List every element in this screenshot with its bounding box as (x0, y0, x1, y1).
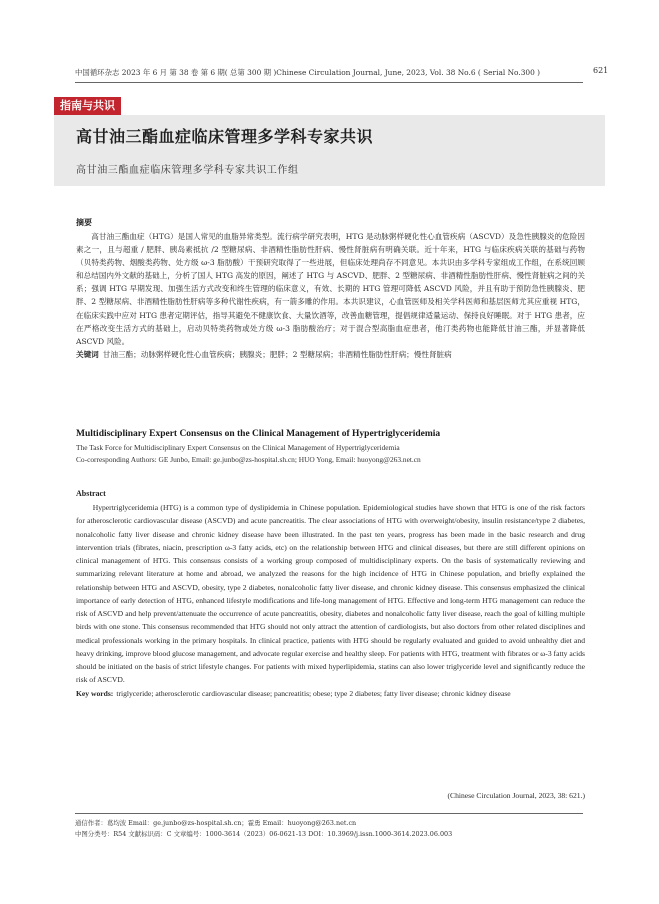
correspondence-note: 通信作者：葛均波 Email：ge.junbo@zs-hospital.sh.cn；霍勇 Email：huoyong@263.net.cn (75, 819, 357, 827)
page-number: 621 (593, 66, 609, 75)
article-title-cn: 高甘油三酯血症临床管理多学科专家共识 (76, 127, 374, 146)
authors-en: Co-corresponding Authors: GE Junbo, Email: ge.junbo@zs-hospital.sh.cn; HUO Yong, Email: huoyong@263.net.cn (76, 455, 421, 465)
abstract-en-text: Hypertriglyceridemia (HTG) is a common type of dyslipidemia in Chinese population. Epidemiological studies have shown that HTG is one of the risk factors for atherosclerotic cardiovascular disease (ASCVD) and acute pancreatitis. The clear associations of HTG with overweight/obesity, insulin resistance/type 2 diabetes, nonalcoholic fatty liver disease and chronic kidney disease have been illustrated. In the past ten years, progress has been made in the basic research and drug intervention trials (fibrates, niacin, prescription ω-3 fatty acids, etc) on the relationship between HTG and clinical diseases, but there are still different opinions on clinical management of HTG. This consensus consists of a working group composed of multidisciplinary experts. On the basis of systematically reviewing and summarizing relevant literature at home and abroad, we analyzed the reasons for the high incidence of HTG in Chinese population, and briefly explained the relationship between HTG and ASCVD, obesity, type 2 diabetes, nonalcoholic fatty liver disease, and chronic kidney disease. This consensus emphasized the clinical importance of early detection of HTG, enhanced lifestyle modifications and life-long management of HTG. Effective and long-term HTG management can reduce the risk of ASCVD and help prevent/attenuate the occurrence of acute pancreatitis, obesity, diabetes and nonalcoholic fatty liver disease, reach the goal of killing multiple birds with one stone. This consensus recommended that HTG should not only attract the attention of cardiologists, but also doctors from other related disciplines and medical professionals working in the primary hospitals. In clinical practice, patients with HTG should be regularly evaluated and guided to avoid unhealthy diet and heavy drinking, improve blood glucose management, and advocate regular exercise and healthy sleep. For patients with HTG, treatment with fibrates or ω-3 fatty acids should be initiated on the basis of strict lifestyle changes. For patients with mixed hyperlipidemia, statins can also lower triglyceride level and significantly reduce the risk of ASCVD. (76, 503, 585, 685)
header-rule (75, 82, 583, 83)
section-tag: 指南与共识 (54, 97, 121, 115)
footer-rule (75, 813, 583, 814)
keywords-cn-text: 甘油三酯；动脉粥样硬化性心血管疾病；胰腺炎；肥胖；2 型糖尿病；非酒精性脂肪性肝病；慢性肾脏病 (102, 349, 452, 359)
abstract-cn-text: 高甘油三酯血症（HTG）是国人常见的血脂异常类型。流行病学研究表明，HTG 是动脉粥样硬化性心血管疾病（ASCVD）及急性胰腺炎的危险因素之一，且与超重 / 肥胖、胰岛素抵抗 /2 型糖尿病、非酒精性脂肪性肝病、慢性肾脏病有明确关联。近十年来，HTG 与临床疾病关联的基础与药物（贝特类药物、烟酸类药物、处方级 ω-3 脂肪酸）干预研究取得了一些进展，但临床处理尚存不同意见。本共识由多学科专家组成工作组，在系统回顾和总结国内外文献的基础上，分析了国人 HTG 高发的原因，阐述了 HTG 与 ASCVD、肥胖、2 型糖尿病、非酒精性脂肪性肝病、慢性肾脏病之间的关系；强调 HTG 早期发现、加强生活方式改变和终生管理的临床意义，有效、长期的 HTG 管理可降低 ASCVD 风险，并且有助于预防急性胰腺炎、肥胖、2 型糖尿病、非酒精性脂肪性肝病等多种代谢性疾病，有一箭多雕的作用。本共识建议，心血管医师及相关学科医师和基层医师尤其应重视 HTG，在临床实践中应对 HTG 患者定期评估，指导其避免不健康饮食、大量饮酒等，改善血糖管理，提倡规律适量运动、保持良好睡眠。对于 HTG 患者，应在严格改变生活方式的基础上，启动贝特类药物或处方级 ω-3 脂肪酸治疗；对于混合型高脂血症患者，他汀类药物也能降低甘油三酯，并显著降低 ASCVD 风险。 (76, 232, 585, 346)
keywords-en-text: triglyceride; atherosclerotic cardiovascular disease; pancreatitis; obese; type 2 diabetes; fatty liver disease; chronic kidney disease (116, 688, 511, 698)
abstract-en-heading: Abstract (76, 489, 106, 498)
english-title-block (76, 429, 585, 466)
classification-note: 中图分类号：R54 文献标识码：C 文章编号：1000-3614（2023）06-0621-13 DOI：10.3969/j.issn.1000-3614.2023.06.003 (75, 830, 453, 838)
running-head: 中国循环杂志 2023 年 6 月 第 38 卷 第 6 期( 总第 300 期 )Chinese Circulation Journal, June, 2023, Vol. 38 No.6 ( Serial No.300 ) (75, 68, 541, 77)
abstract-cn (76, 217, 585, 361)
keywords-cn-label: 关键词 (76, 349, 99, 359)
keywords-en (76, 687, 585, 700)
keywords-en-label: Key words: (76, 688, 114, 698)
citation: (Chinese Circulation Journal, 2023, 38: 621.) (447, 791, 585, 800)
abstract-cn-heading: 摘要 (76, 218, 92, 227)
keywords-cn (76, 348, 585, 361)
working-group-cn: 高甘油三酯血症临床管理多学科专家共识工作组 (76, 165, 299, 176)
abstract-en (76, 489, 585, 700)
task-force-en: The Task Force for Multidisciplinary Expert Consensus on the Clinical Management of Hypertriglyceridemia (76, 443, 400, 452)
article-title-en: Multidisciplinary Expert Consensus on the Clinical Management of Hypertriglyceridemia (76, 429, 441, 439)
